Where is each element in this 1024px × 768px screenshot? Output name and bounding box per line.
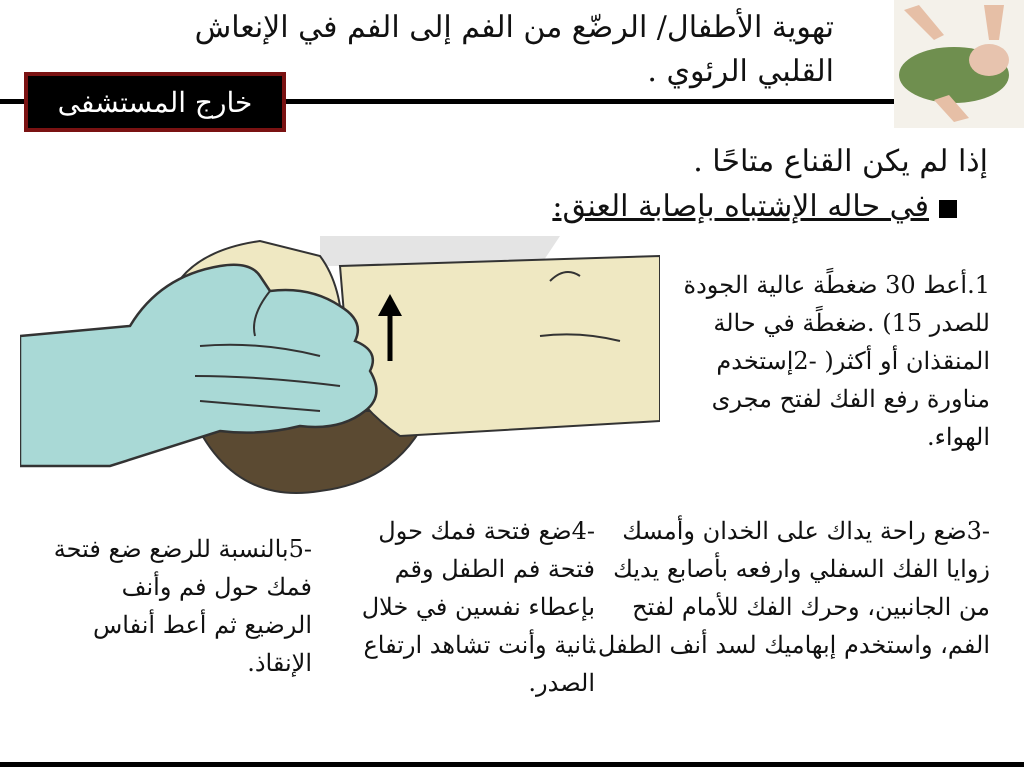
square-bullet-icon bbox=[939, 200, 957, 218]
page-title: تهوية الأطفال/ الرضّع من الفم إلى الفم في الإنعاش القلبي الرئوي . bbox=[194, 10, 834, 89]
step-5-text: -5بالنسبة للرضع ضع فتحة فمك حول فم وأنف الرضيع ثم أعط أنفاس الإنقاذ. bbox=[53, 535, 312, 677]
infant-cpr-photo-icon bbox=[894, 0, 1024, 128]
badge-label: خارج المستشفى bbox=[28, 76, 282, 128]
jaw-thrust-illustration-icon bbox=[20, 236, 660, 496]
step-3-text: -3ضع راحة يداك على الخدان وأمسك زوايا الفك السفلي وارفعه بأصابع يديك من الجانبين، وحرك الفك للأمام لفتح الفم، واستخدم إبهاميك لسد أنف الطفل. bbox=[590, 517, 990, 659]
step-1-and-2-text: 1.أعط 30 ضغطًة عالية الجودة للصدر 15) .ضغطًة في حالة المنقذان أو أكثر( -2إستخدم مناورة رفع الفك لفتح مجرى الهواء. bbox=[683, 271, 990, 451]
step-4-text: -4ضع فتحة فمك حول فتحة فم الطفل وقم بإعطاء نفسين في خلال ثانية وأنت تشاهد ارتفاع الصدر. bbox=[361, 517, 595, 697]
location-badge bbox=[24, 72, 286, 132]
neck-injury-heading: في حاله الإشتباه بإصابة العنق: bbox=[552, 189, 929, 224]
bottom-divider bbox=[0, 762, 1024, 767]
mask-unavailable-note: إذا لم يكن القناع متاحًا . bbox=[693, 144, 988, 179]
